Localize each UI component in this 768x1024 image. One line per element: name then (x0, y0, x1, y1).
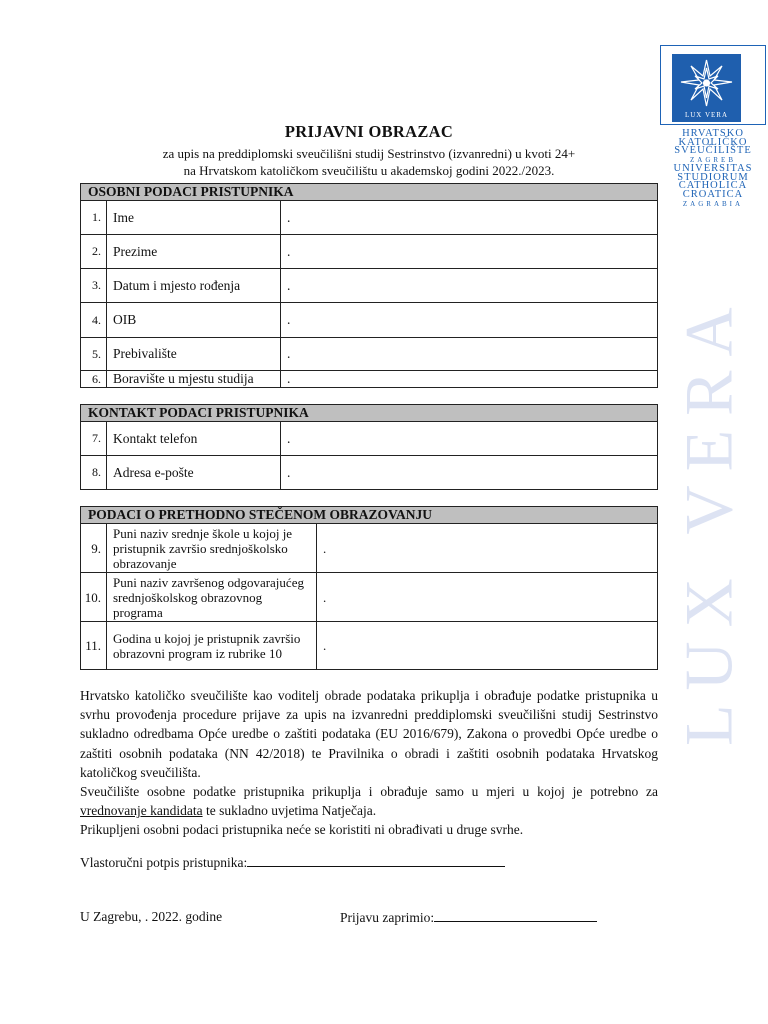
table-row (81, 235, 658, 269)
received-row (340, 909, 597, 926)
notice-text: Sveučilište osobne podatke pristupnika prikuplja i obrađuje samo u mjeri u kojoj je potrebno za (80, 784, 658, 800)
table-row (81, 371, 658, 388)
received-label: Prijavu zaprimio: (340, 910, 435, 925)
table-row (81, 303, 658, 338)
section-heading: PODACI O PRETHODNO STEČENOM OBRAZOVANJU (81, 507, 658, 524)
logo-line: ZAGREB (690, 156, 736, 165)
completion-year-field[interactable]: . (317, 622, 658, 670)
evaluation-link: vrednovanje kandidata (80, 803, 203, 819)
signature-label: Vlastoručni potpis pristupnika: (80, 855, 248, 870)
field-label: Datum i mjesto rođenja (107, 269, 281, 303)
notice-paragraph (80, 782, 658, 820)
row-number: 3. (81, 269, 107, 303)
logo-line: HRVATSKO (682, 128, 744, 139)
field-label: Adresa e-pošte (107, 456, 281, 490)
section-heading: KONTAKT PODACI PRISTUPNIKA (81, 405, 658, 422)
subtitle-line: na Hrvatskom katoličkom sveučilištu u akademskoj godini 2022./2023. (183, 163, 555, 178)
education-data-table (80, 506, 658, 670)
field-label: Godina u kojoj je pristupnik završio obrazovni program iz rubrike 10 (107, 622, 317, 670)
high-school-name-field[interactable]: . (317, 524, 658, 573)
university-name (660, 130, 766, 208)
section-heading: OSOBNI PODACI PRISTUPNIKA (81, 184, 658, 201)
logo-emblem (672, 54, 741, 122)
field-label: Prebivalište (107, 338, 281, 371)
row-number: 4. (81, 303, 107, 338)
notice-paragraph: Prikupljeni osobni podaci pristupnika neće se koristiti ni obrađivati u druge svrhe. (80, 822, 524, 838)
logo-line: CATHOLICA (678, 180, 748, 192)
oib-field[interactable]: . (281, 303, 658, 338)
table-row (81, 422, 658, 456)
first-name-field[interactable]: . (281, 201, 658, 235)
row-number: 8. (81, 456, 107, 490)
table-row (81, 269, 658, 303)
program-name-field[interactable]: . (317, 573, 658, 622)
logo-line: CROATICA (682, 188, 744, 200)
study-residence-field[interactable]: . (281, 371, 658, 388)
logo-line: SVEUČILIŠTE (674, 145, 752, 157)
last-name-field[interactable]: . (281, 235, 658, 269)
logo-motto: LUX VERA (684, 111, 729, 119)
table-row (81, 573, 658, 622)
row-number: 5. (81, 338, 107, 371)
row-number: 2. (81, 235, 107, 269)
table-row (81, 338, 658, 371)
notice-paragraph: Hrvatsko katoličko sveučilište kao voditelj obrade podataka prikuplja i obrađuje podatke pristupnika u svrhu provođenja procedure prijave za upis na izvanredni preddiplomski sveučilišni studij Sestrinstvo sukladno odredbama Opće uredbe o zaštiti podataka (EU 2016/679), Zakona o provedbi Opće uredbe o zaštiti osobnih podataka (NN 42/2018) te Pravilnika o obradi i zaštiti osobnih podataka Hrvatskog katoličkog sveučilišta. (80, 688, 658, 780)
logo-line: UNIVERSITAS (673, 162, 753, 174)
data-protection-notice (80, 686, 658, 840)
birth-date-place-field[interactable]: . (281, 269, 658, 303)
field-label: Ime (107, 201, 281, 235)
logo-line: STUDIORUM (677, 171, 749, 183)
subtitle-line: za upis na preddiplomski sveučilišni studij Sestrinstvo (izvanredni) u kvoti 24+ (162, 146, 576, 161)
logo-line: ZAGRABIA (682, 199, 744, 208)
field-label: Kontakt telefon (107, 422, 281, 456)
form-subtitle (80, 145, 658, 179)
signature-row (80, 854, 505, 871)
table-row (81, 622, 658, 670)
row-number: 6. (81, 371, 107, 388)
star-icon (672, 54, 741, 114)
field-label: Boravište u mjestu studija (107, 371, 281, 388)
row-number: 10. (81, 573, 107, 622)
field-label: OIB (107, 303, 281, 338)
row-number: 9. (81, 524, 107, 573)
table-row (81, 456, 658, 490)
notice-text: te sukladno uvjetima Natječaja. (202, 803, 377, 819)
logo-line: KATOLIČKO (678, 136, 748, 148)
received-line[interactable] (434, 909, 597, 922)
form-title: PRIJAVNI OBRAZAC (284, 122, 454, 141)
personal-data-table (80, 183, 658, 388)
signature-line[interactable] (247, 854, 505, 867)
place-date: U Zagrebu, . 2022. godine (80, 909, 223, 924)
field-label: Puni naziv srednje škole u kojoj je pristupnik završio srednjoškolsko obrazovanje (107, 524, 317, 573)
row-number: 1. (81, 201, 107, 235)
contact-data-table (80, 404, 658, 490)
field-label: Puni naziv završenog odgovarajućeg srednjoškolskog obrazovnog programa (107, 573, 317, 622)
residence-field[interactable]: . (281, 338, 658, 371)
row-number: 11. (81, 622, 107, 670)
table-row (81, 524, 658, 573)
email-field[interactable]: . (281, 456, 658, 490)
row-number: 7. (81, 422, 107, 456)
table-row (81, 201, 658, 235)
university-logo (660, 45, 766, 125)
watermark-text: LUX VERA (670, 293, 747, 747)
phone-field[interactable]: . (281, 422, 658, 456)
field-label: Prezime (107, 235, 281, 269)
